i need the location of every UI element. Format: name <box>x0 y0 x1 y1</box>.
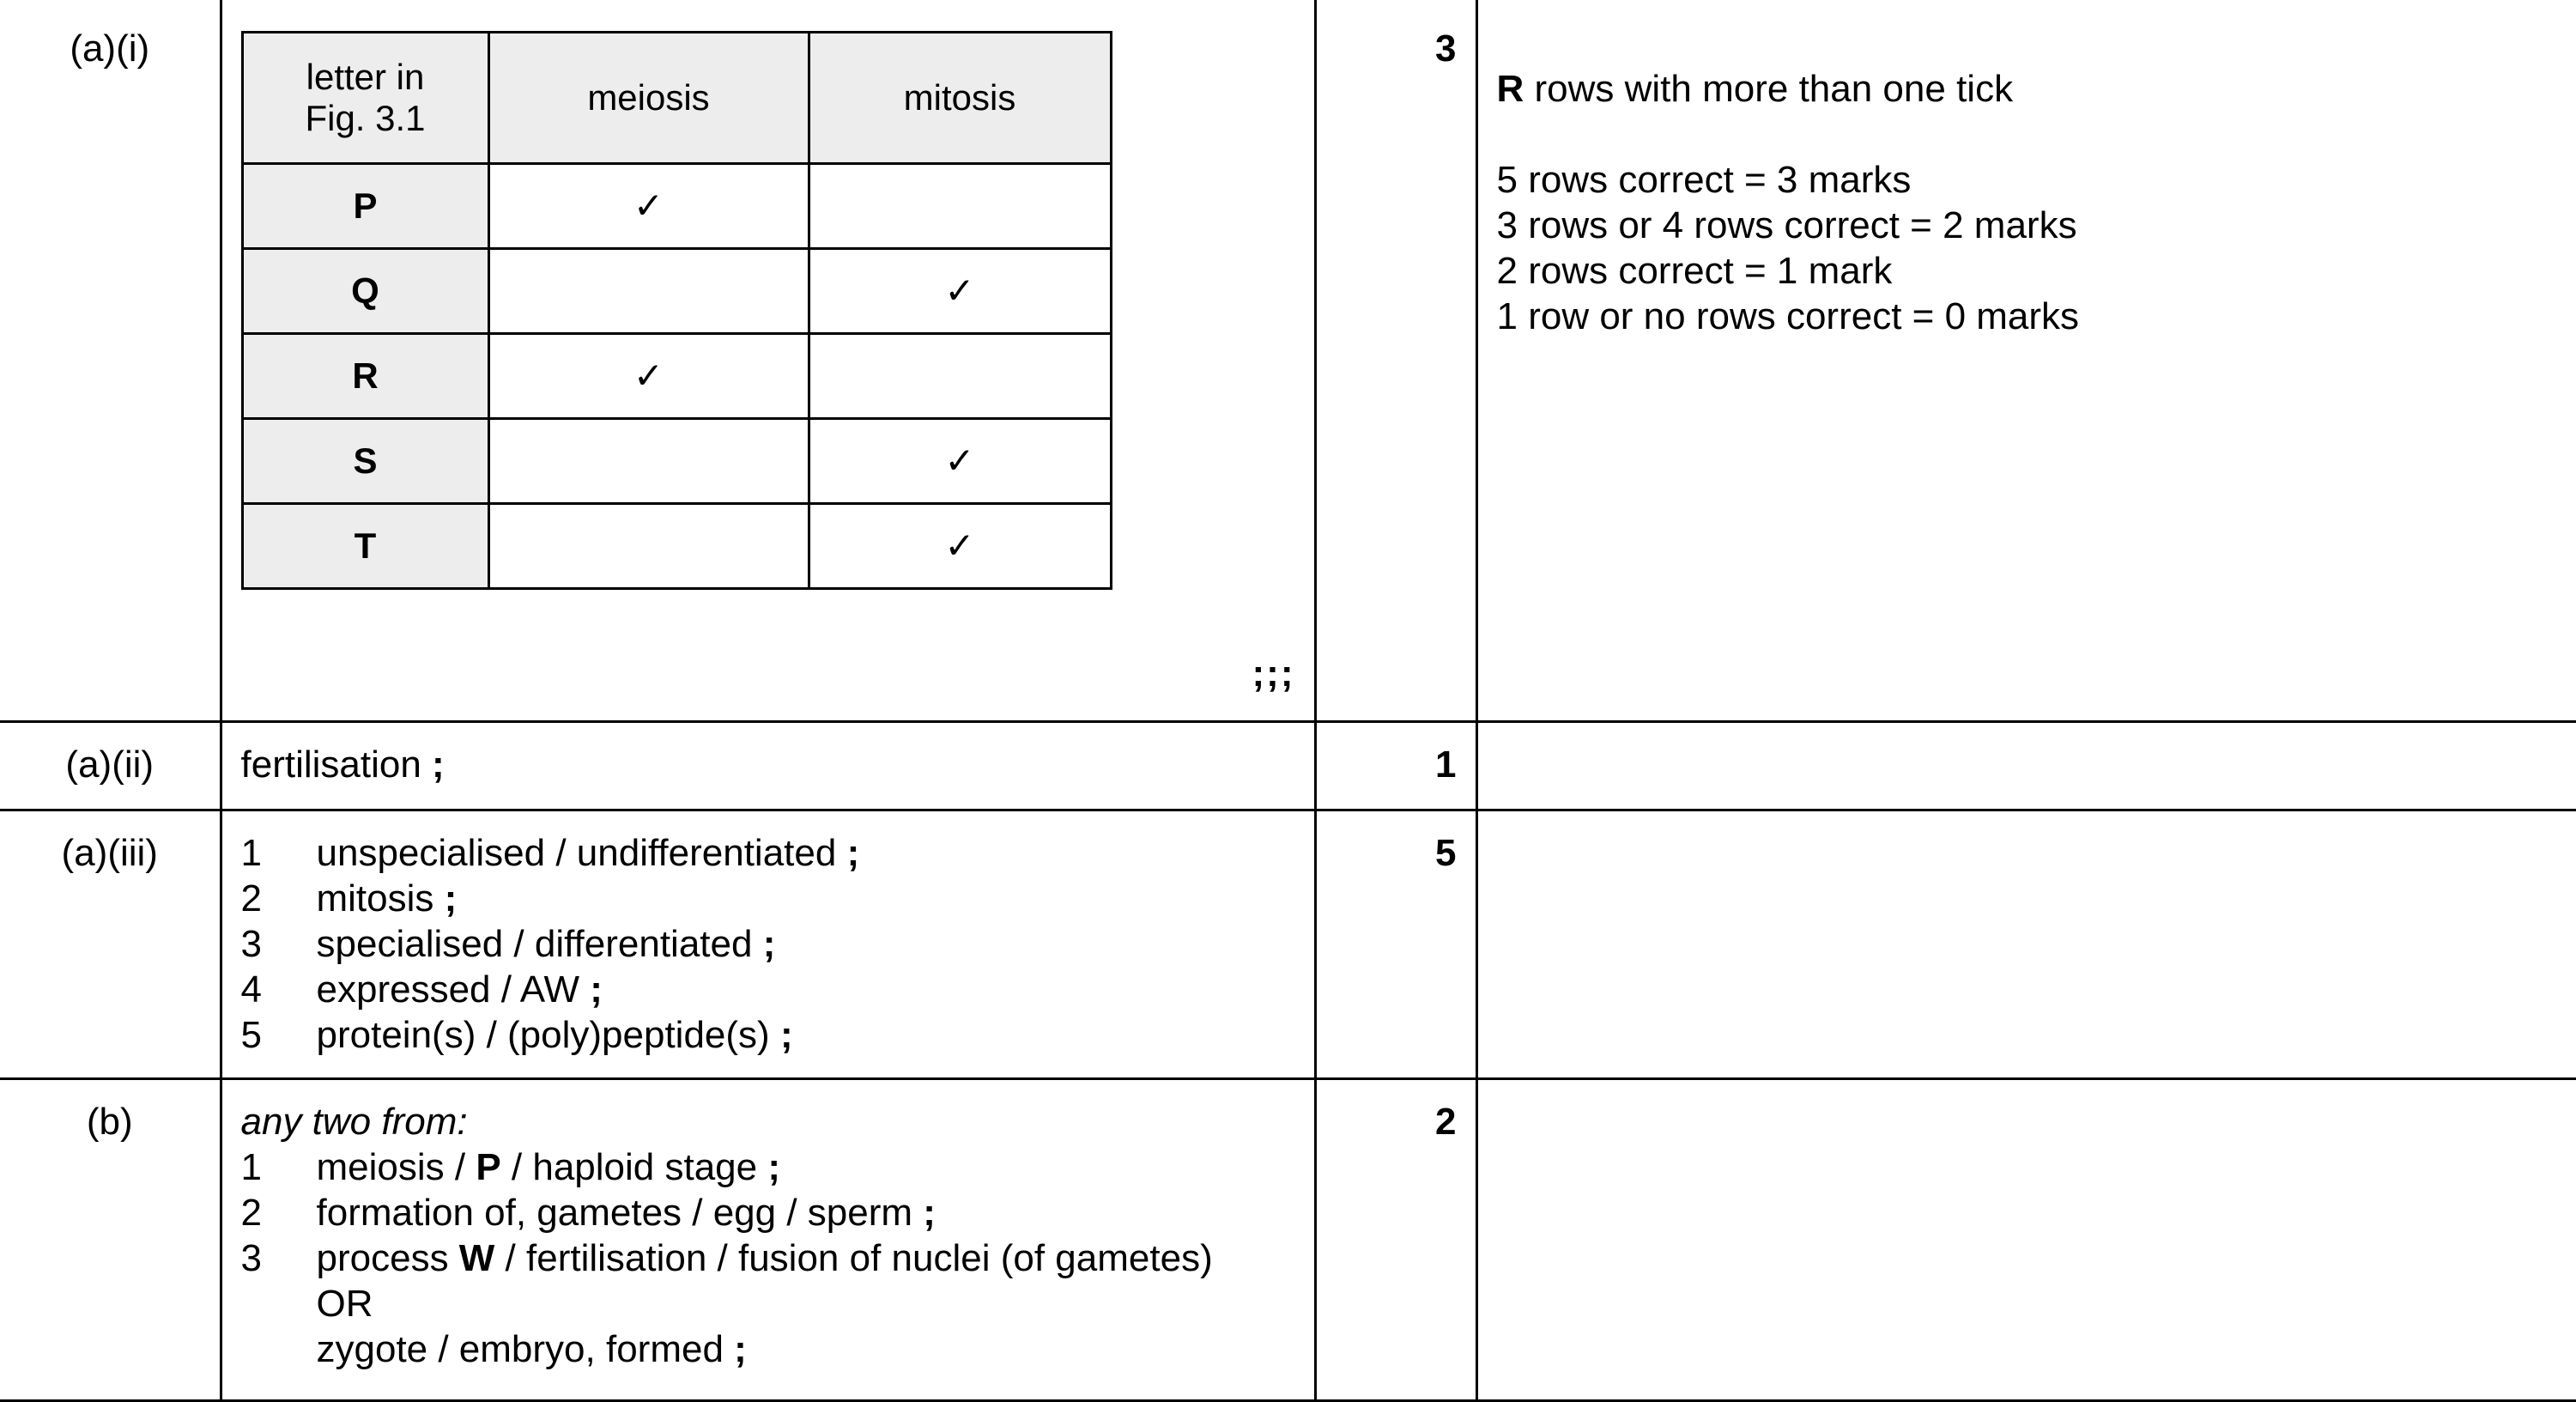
guidance-line: 1 row or no rows correct = 0 marks <box>1496 295 2080 337</box>
reject-text: rows with more than one tick <box>1524 68 2014 110</box>
question-number: (a)(i) <box>0 0 221 721</box>
guidance-cell <box>1476 1078 2576 1400</box>
answer-intro: any two from: <box>240 1100 468 1143</box>
or-label: OR <box>316 1282 373 1325</box>
guidance-cell <box>1476 0 2576 721</box>
guidance-line: 5 rows correct = 3 marks <box>1496 159 1912 201</box>
point-text: zygote / embryo, formed <box>316 1327 724 1370</box>
guidance-line: 2 rows correct = 1 mark <box>1496 250 1893 292</box>
mark-point-semicolon: ; <box>734 1327 747 1370</box>
mark-points-semicolons: ;;; <box>1252 652 1295 695</box>
mark-point <box>241 921 1295 967</box>
marks: 1 <box>1315 721 1476 810</box>
marks: 2 <box>1315 1078 1476 1400</box>
point-number: 4 <box>240 968 262 1011</box>
tick-row-p <box>242 164 1111 249</box>
guidance-cell <box>1476 810 2576 1078</box>
mark-point <box>241 967 1295 1012</box>
answer-cell <box>221 721 1315 810</box>
point-text: protein(s) / (poly)peptide(s) <box>316 1013 770 1056</box>
mitosis-tick: ✓ <box>809 419 1111 504</box>
point-text: specialised / differentiated <box>316 922 753 965</box>
mark-point <box>241 1235 1295 1281</box>
row-a-ii <box>0 721 2576 810</box>
letter-cell: P <box>242 164 488 249</box>
answer-cell <box>221 1078 1315 1400</box>
meiosis-tick: ✓ <box>488 164 809 249</box>
point-number: 1 <box>240 1145 262 1188</box>
reject-marker: R <box>1496 68 1524 110</box>
point-text: unspecialised / undifferentiated <box>316 831 837 874</box>
answer-cell <box>221 0 1315 721</box>
meiosis-tick <box>488 249 809 334</box>
point-text-pre: process <box>316 1236 459 1279</box>
mark-point-semicolon: ; <box>846 831 860 874</box>
point-letter: W <box>458 1236 495 1279</box>
meiosis-tick <box>488 419 809 504</box>
mitosis-tick: ✓ <box>809 249 1111 334</box>
mark-point <box>241 830 1295 876</box>
mitosis-tick <box>809 164 1111 249</box>
guidance-cell <box>1476 721 2576 810</box>
point-number: 1 <box>240 831 262 874</box>
tick-row-q <box>242 249 1111 334</box>
question-number: (a)(ii) <box>0 721 221 810</box>
point-text-post: / haploid stage <box>500 1145 758 1188</box>
meiosis-tick <box>488 504 809 589</box>
point-text-post: / fertilisation / fusion of nuclei (of gametes) <box>494 1236 1213 1279</box>
tick-row-r <box>242 334 1111 419</box>
point-number: 2 <box>240 877 262 919</box>
header-letter: letter in Fig. 3.1 <box>242 33 488 164</box>
mark-point-semicolon: ; <box>767 1145 781 1188</box>
point-number: 3 <box>240 1236 262 1279</box>
point-text: expressed / AW <box>316 968 579 1011</box>
row-a-iii <box>0 810 2576 1078</box>
letter-cell: T <box>242 504 488 589</box>
header-meiosis: meiosis <box>488 33 809 164</box>
point-text: mitosis <box>316 877 434 919</box>
point-text-pre: meiosis / <box>316 1145 476 1188</box>
letter-cell: R <box>242 334 488 419</box>
mark-point-semicolon: ; <box>590 968 603 1011</box>
mark-point <box>241 1190 1295 1235</box>
reject-line <box>1497 66 2558 112</box>
mark-point <box>241 1012 1295 1058</box>
tick-table <box>241 31 1112 590</box>
answer-cell <box>221 810 1315 1078</box>
tick-row-t <box>242 504 1111 589</box>
point-number: 2 <box>240 1191 262 1234</box>
tick-row-s <box>242 419 1111 504</box>
mark-point-semicolon: ; <box>762 922 776 965</box>
mark-point-semicolon: ; <box>923 1191 936 1234</box>
letter-cell: S <box>242 419 488 504</box>
answer-text: fertilisation <box>240 743 421 786</box>
marks: 3 <box>1315 0 1476 721</box>
mark-point <box>241 876 1295 921</box>
mark-point-semicolon: ; <box>432 743 445 786</box>
marks: 5 <box>1315 810 1476 1078</box>
guidance-line: 3 rows or 4 rows correct = 2 marks <box>1496 204 2077 246</box>
point-text: formation of, gametes / egg / sperm <box>316 1191 913 1234</box>
question-number: (a)(iii) <box>0 810 221 1078</box>
mark-point-alt <box>241 1281 1295 1326</box>
row-b <box>0 1078 2576 1400</box>
header-mitosis: mitosis <box>809 33 1111 164</box>
mitosis-tick <box>809 334 1111 419</box>
meiosis-tick: ✓ <box>488 334 809 419</box>
mark-point-semicolon: ; <box>444 877 458 919</box>
point-letter: P <box>476 1145 501 1188</box>
mark-point <box>241 1144 1295 1190</box>
point-number: 5 <box>240 1013 262 1056</box>
mark-point-semicolon: ; <box>779 1013 793 1056</box>
tick-table-header <box>242 33 1111 164</box>
question-number: (b) <box>0 1078 221 1400</box>
mark-point-alt <box>241 1326 1295 1372</box>
point-number: 3 <box>240 922 262 965</box>
letter-cell: Q <box>242 249 488 334</box>
mitosis-tick: ✓ <box>809 504 1111 589</box>
